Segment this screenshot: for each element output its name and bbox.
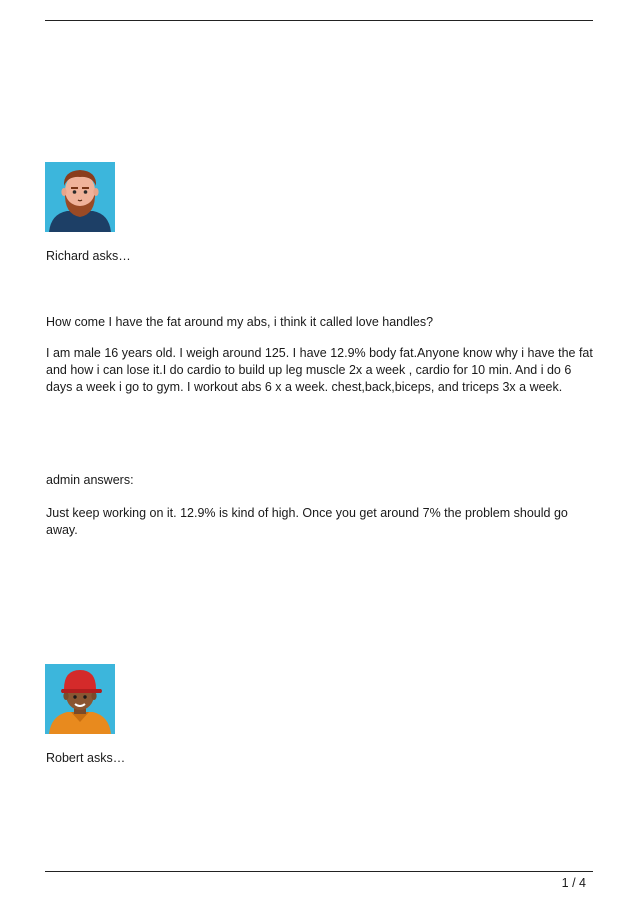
answer-text: Just keep working on it. 12.9% is kind of high. Once you get around 7% the problem should go away. [46,506,568,537]
red-cap-man-avatar-icon [45,664,115,734]
footer-rule [45,871,593,872]
asker-label: Robert asks… [46,751,126,765]
question-title: How come I have the fat around my abs, i think it called love handles? [46,315,434,329]
bearded-man-avatar-icon [45,162,115,232]
asker-label: Richard asks… [46,249,131,263]
question-body: I am male 16 years old. I weigh around 125. I have 12.9% body fat.Anyone know why i have the fat and how i can lose it.I do cardio to build up leg muscle 2x a week , cardio for 10 min. And i do 6 days a week i go to gym. I workout abs 6 x a week. chest,back,biceps, and triceps 3x a week. [46,346,593,394]
page-number: 1 / 4 [561,876,586,890]
answerer-label: admin answers: [46,473,134,487]
header-rule [45,20,593,21]
